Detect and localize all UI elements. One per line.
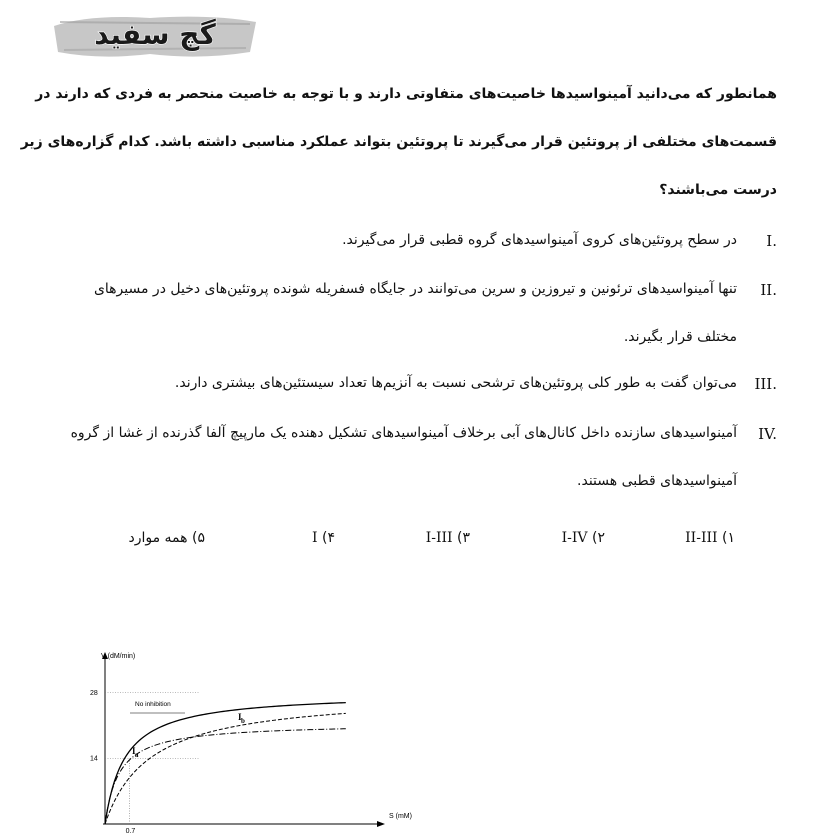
label-ib: I [238, 712, 242, 722]
y-tick-label: 28 [90, 689, 98, 697]
statement-number: III. [754, 375, 777, 393]
statement-number: II. [760, 281, 777, 299]
option-5[interactable] [128, 530, 205, 546]
x-axis-arrow [377, 821, 385, 827]
statement-4 [50, 425, 777, 489]
statement-2 [50, 281, 777, 345]
question-line-3: درست می‌باشند؟ [659, 182, 777, 198]
question-line-2: قسمت‌های مختلفی از پروتئین قرار می‌گیرند تا پروتئین بتواند عملکرد مناسبی داشته باشد. کدام گزاره‌های زیر [20, 134, 777, 150]
statement-text: می‌توان گفت به طور کلی پروتئین‌های ترشحی نسبت به آنزیم‌ها تعداد سیستئین‌های بیشتری دارند. [174, 375, 737, 391]
chart-series [105, 703, 346, 824]
statement-text-continued: مختلف قرار بگیرند. [623, 329, 737, 345]
option-value: I [312, 530, 318, 546]
option-number: ۵) [192, 530, 205, 546]
y-axis-label: V (dM/min) [101, 653, 136, 660]
logo-text: گچ سفید [94, 18, 216, 51]
option-value: I-IV [561, 530, 588, 546]
label-ia: I [132, 746, 136, 756]
option-2[interactable] [562, 530, 605, 546]
x-tick-label: 0.7 [125, 828, 136, 833]
label-ia-sub: a [135, 751, 139, 759]
statement-number: I. [766, 232, 777, 250]
series-line-ib [105, 729, 346, 824]
option-number: ۱) [722, 530, 735, 546]
label-ib-sub: b [241, 717, 245, 725]
series-line-no-inhibition [105, 703, 346, 824]
statement-text-continued: آمینواسیدهای قطبی هستند. [577, 473, 737, 489]
statement-text: در سطح پروتئین‌های کروی آمینواسیدهای گروه قطبی قرار می‌گیرند. [342, 232, 737, 248]
statement-text: آمینواسیدهای سازنده داخل کانال‌های آبی برخلاف آمینواسیدهای تشکیل دهنده یک مارپیچ آلفا گذرنده از غشا از گروه [70, 425, 737, 441]
option-3[interactable] [426, 530, 470, 546]
chart-axes [90, 652, 412, 833]
option-1[interactable] [685, 530, 735, 546]
option-number: ۴) [322, 530, 335, 546]
option-value: II-III [685, 530, 718, 546]
x-axis-label: S (mM) [389, 813, 412, 820]
label-no-inhibition: No inhibition [135, 701, 171, 708]
option-value: I-III [425, 530, 453, 546]
statement-text: تنها آمینواسیدهای ترئونین و تیروزین و سرین می‌توانند در جایگاه فسفریله شونده پروتئین‌های دخیل در مسیرهای [93, 281, 737, 297]
logo [50, 8, 260, 62]
option-4[interactable] [312, 530, 335, 546]
option-value: همه موارد [128, 530, 188, 546]
option-number: ۳) [457, 530, 470, 546]
y-tick-label: 14 [90, 755, 98, 763]
chart-labels [130, 701, 245, 759]
question-line-1: همانطور که می‌دانید آمینواسیدها خاصیت‌های متفاوتی دارند و با توجه به خاصیت منحصر به فردی که دارند در [35, 86, 777, 102]
option-number: ۲) [592, 530, 605, 546]
statement-number: IV. [758, 425, 777, 443]
enzyme-kinetics-chart [80, 640, 420, 833]
